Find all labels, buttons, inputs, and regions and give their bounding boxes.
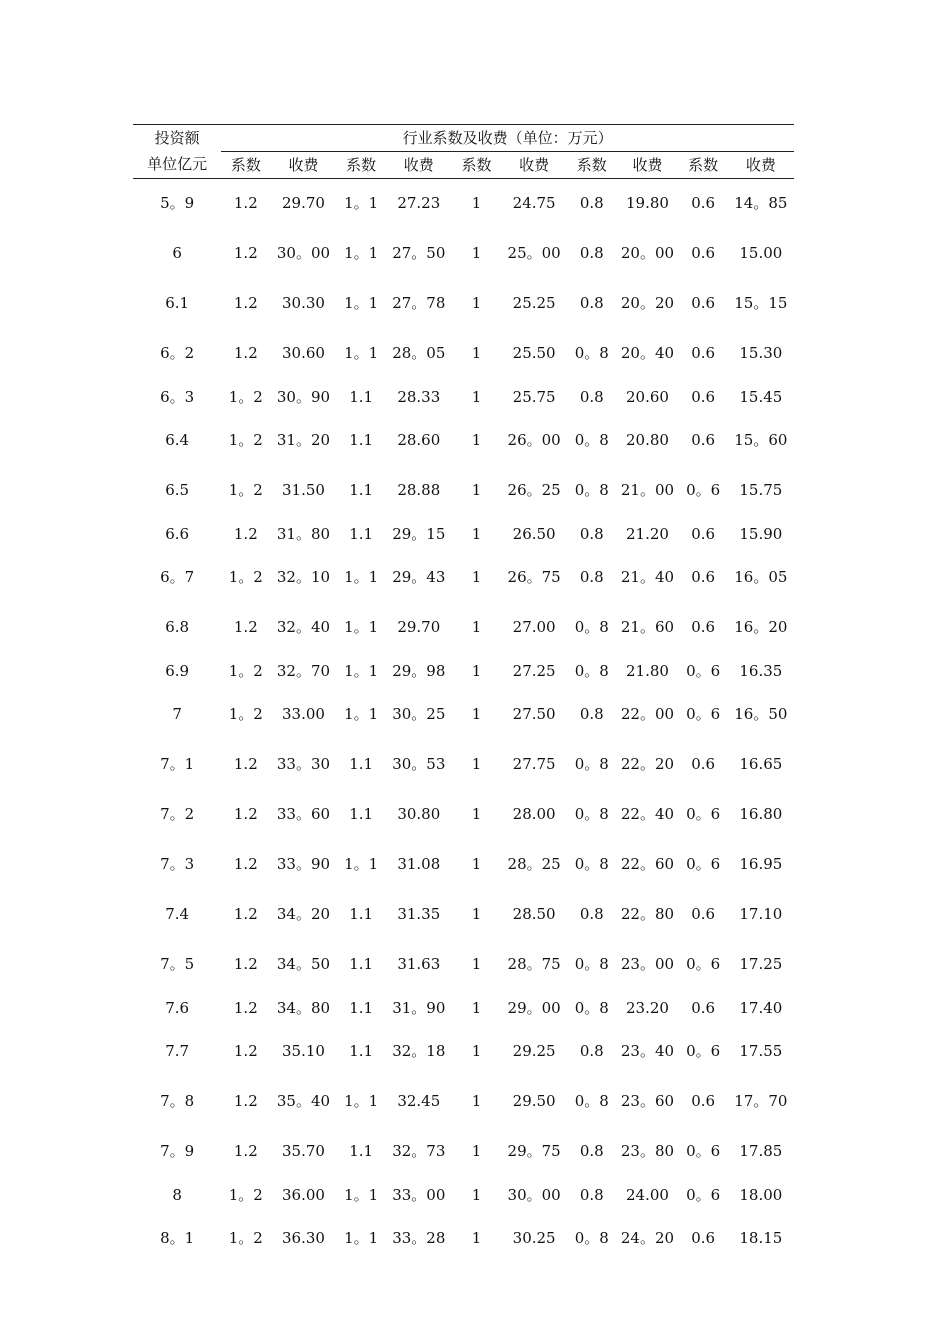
coef-cell: 1。1 (344, 244, 379, 262)
coef-cell: 1。1 (344, 855, 379, 873)
fee-cell: 28。25 (507, 855, 561, 873)
table-body (133, 179, 794, 1264)
coef-cell: 1。1 (344, 618, 379, 636)
coef-cell: 1。1 (344, 1185, 379, 1204)
coef-cell: 1。1 (344, 344, 379, 362)
fee-cell: 33.00 (282, 705, 325, 723)
investment-cell: 7.7 (165, 1042, 190, 1060)
table-row (133, 379, 794, 416)
fee-cell: 27.50 (512, 705, 556, 723)
coef-cell: 0。8 (574, 344, 609, 362)
fee-cell: 24.75 (512, 194, 556, 213)
coef-cell: 1。2 (228, 661, 263, 680)
fee-cell: 30.25 (512, 1229, 556, 1247)
investment-cell: 7 (172, 705, 182, 723)
coef-cell: 0。6 (686, 955, 721, 973)
coef-cell: 1.1 (349, 1042, 374, 1060)
coef-cell: 0.8 (579, 524, 604, 543)
table-row (133, 690, 794, 740)
fee-cell: 31.35 (397, 905, 441, 923)
fee-cell: 20。20 (620, 294, 675, 312)
fee-cell: 29。00 (507, 998, 561, 1017)
subheader-coef: 系数 (576, 155, 607, 174)
coef-cell: 0.8 (579, 1042, 604, 1060)
coef-cell: 0.6 (691, 244, 716, 262)
coef-cell: 0.8 (579, 244, 604, 262)
fee-cell: 33。28 (392, 1229, 446, 1247)
fee-cell: 28.88 (397, 481, 441, 499)
coef-cell: 1.2 (233, 855, 258, 873)
coef-cell: 1。2 (228, 1185, 263, 1204)
fee-cell: 34。50 (276, 955, 331, 973)
investment-cell: 7。9 (160, 1142, 195, 1160)
fee-cell: 31.08 (397, 855, 441, 873)
coef-cell: 0.6 (691, 387, 716, 406)
coef-cell: 1.2 (233, 905, 258, 923)
fee-cell: 21.80 (625, 661, 669, 680)
investment-cell: 7.4 (165, 905, 190, 923)
investment-cell: 6。3 (160, 387, 195, 406)
coef-cell: 1.2 (233, 1142, 258, 1160)
subheader-fee: 收费 (632, 155, 663, 174)
coef-cell: 1。2 (228, 387, 263, 406)
fee-cell: 23。60 (620, 1092, 675, 1110)
subheader-fee: 收费 (403, 155, 434, 174)
coef-cell: 0.8 (579, 1142, 604, 1160)
coef-cell: 1 (471, 705, 482, 723)
fee-cell: 23。00 (620, 955, 675, 973)
fee-cell: 21。40 (620, 568, 675, 586)
coef-cell: 0。6 (686, 1142, 721, 1160)
fee-cell: 18.15 (739, 1229, 783, 1247)
fee-cell: 32。70 (276, 661, 331, 680)
investment-cell: 6.6 (165, 524, 190, 543)
table-row (133, 1077, 794, 1127)
fee-cell: 31。80 (276, 524, 331, 543)
fee-cell: 30。00 (507, 1185, 561, 1204)
table-row (133, 553, 794, 603)
table-row (133, 990, 794, 1027)
fee-cell: 15.00 (739, 244, 783, 262)
coef-cell: 0.6 (691, 618, 716, 636)
coef-cell: 1.2 (233, 1042, 258, 1060)
table-row (133, 940, 794, 990)
coef-cell: 0.6 (691, 344, 716, 362)
fee-cell: 30。00 (276, 244, 331, 262)
fee-cell: 17.55 (739, 1042, 783, 1060)
coef-cell: 1 (471, 194, 482, 213)
coef-cell: 1.1 (349, 805, 374, 823)
coef-cell: 0。6 (686, 705, 721, 723)
fee-cell: 36.30 (282, 1229, 325, 1247)
fee-cell: 32。73 (392, 1142, 446, 1160)
fee-cell: 15.30 (739, 344, 783, 362)
fee-cell: 33。90 (276, 855, 331, 873)
investment-cell: 6.9 (165, 661, 190, 680)
investment-cell: 7。2 (160, 805, 195, 823)
fee-cell: 17.85 (739, 1142, 783, 1160)
fee-cell: 32。10 (276, 568, 331, 586)
fee-cell: 25.25 (512, 294, 556, 312)
investment-cell: 8 (172, 1185, 182, 1204)
fee-cell: 22。80 (620, 905, 675, 923)
table-row (133, 229, 794, 279)
coef-cell: 1。2 (228, 481, 263, 499)
investment-cell: 8。1 (160, 1229, 195, 1247)
coef-cell: 0。8 (574, 661, 609, 680)
fee-cell: 17.10 (739, 905, 783, 923)
coef-cell: 1.2 (233, 998, 258, 1017)
coef-cell: 1 (471, 998, 482, 1017)
fee-cell: 35。40 (276, 1092, 331, 1110)
investment-cell: 7.6 (165, 998, 190, 1017)
fee-cell: 20。40 (620, 344, 675, 362)
fee-cell: 20。00 (620, 244, 675, 262)
coef-cell: 0。6 (686, 805, 721, 823)
subheader-fee: 收费 (519, 155, 550, 174)
coef-cell: 0。8 (574, 755, 609, 773)
fee-cell: 24。20 (620, 1229, 675, 1247)
coef-cell: 0。6 (686, 661, 721, 680)
coef-cell: 0.8 (579, 905, 604, 923)
coef-cell: 0.6 (691, 755, 716, 773)
coef-cell: 1 (471, 244, 482, 262)
coef-cell: 1.1 (349, 431, 374, 449)
coef-cell: 0。6 (686, 1042, 721, 1060)
coef-cell: 1.2 (233, 755, 258, 773)
table-row (133, 179, 794, 229)
fee-cell: 17.25 (739, 955, 783, 973)
fee-cell: 33。00 (392, 1185, 446, 1204)
coef-cell: 1 (471, 855, 482, 873)
coef-cell: 1 (471, 905, 482, 923)
coef-cell: 1.2 (233, 524, 258, 543)
fee-table (133, 124, 794, 1264)
fee-cell: 28.60 (397, 431, 441, 449)
coef-cell: 0。8 (574, 481, 609, 499)
table-row (133, 840, 794, 890)
fee-cell: 27.00 (512, 618, 556, 636)
coef-cell: 1。2 (228, 568, 263, 586)
fee-cell: 15。15 (734, 294, 788, 312)
coef-cell: 1.2 (233, 194, 258, 213)
fee-cell: 28。75 (507, 955, 561, 973)
coef-cell: 1 (471, 568, 482, 586)
subheader-coef: 系数 (688, 155, 719, 174)
coef-cell: 1。1 (344, 661, 379, 680)
investment-header-line1: 投资额 (154, 128, 200, 147)
fee-cell: 30.60 (282, 344, 325, 362)
coef-cell: 1 (471, 618, 482, 636)
subheader-row (133, 152, 794, 179)
coef-cell: 1 (471, 481, 482, 499)
table-row (133, 603, 794, 653)
fee-cell: 26。00 (507, 431, 561, 449)
fee-cell: 23。80 (620, 1142, 675, 1160)
coef-cell: 1 (471, 344, 482, 362)
fee-cell: 27.23 (397, 194, 441, 213)
fee-cell: 27。50 (392, 244, 446, 262)
coef-cell: 1。1 (344, 194, 379, 213)
coef-cell: 1.2 (233, 244, 258, 262)
coef-cell: 1 (471, 1229, 482, 1247)
coef-cell: 0。8 (574, 955, 609, 973)
coef-cell: 0.6 (691, 194, 716, 213)
fee-cell: 33。30 (276, 755, 331, 773)
fee-cell: 34。20 (276, 905, 331, 923)
coef-cell: 1。2 (228, 431, 263, 449)
coef-cell: 1.2 (233, 955, 258, 973)
coef-cell: 0.8 (579, 705, 604, 723)
coef-cell: 0。8 (574, 618, 609, 636)
table-row (133, 329, 794, 379)
coef-cell: 0.8 (579, 1185, 604, 1204)
investment-cell: 7。5 (160, 955, 195, 973)
fee-cell: 22。40 (620, 805, 675, 823)
coef-cell: 0.8 (579, 387, 604, 406)
table-row (133, 790, 794, 840)
fee-cell: 20.60 (625, 387, 669, 406)
table-row (133, 1127, 794, 1177)
coef-cell: 1 (471, 661, 482, 680)
coef-cell: 1。1 (344, 1092, 379, 1110)
fee-cell: 16。20 (734, 618, 788, 636)
coef-cell: 0。8 (574, 1092, 609, 1110)
group-header: 行业系数及收费（单位：万元） (221, 125, 794, 152)
subheader-coef: 系数 (346, 155, 377, 174)
fee-cell: 25.50 (512, 344, 556, 362)
fee-cell: 23。40 (620, 1042, 675, 1060)
coef-cell: 1 (471, 755, 482, 773)
table-row (133, 1214, 794, 1264)
coef-cell: 1.2 (233, 1092, 258, 1110)
fee-cell: 30.80 (397, 805, 441, 823)
coef-cell: 0.8 (579, 294, 604, 312)
coef-cell: 1 (471, 524, 482, 543)
coef-cell: 1。2 (228, 1229, 263, 1247)
coef-cell: 1 (471, 805, 482, 823)
fee-cell: 18.00 (739, 1185, 783, 1204)
fee-cell: 26.50 (512, 524, 556, 543)
coef-cell: 1 (471, 955, 482, 973)
coef-cell: 1 (471, 387, 482, 406)
investment-header-line2: 单位亿元 (147, 155, 208, 174)
investment-cell: 7。8 (160, 1092, 195, 1110)
coef-cell: 1.1 (349, 1142, 374, 1160)
fee-cell: 35.70 (282, 1142, 325, 1160)
coef-cell: 1 (471, 1092, 482, 1110)
table-row (133, 890, 794, 940)
fee-cell: 26。25 (507, 481, 561, 499)
coef-cell: 0。8 (574, 855, 609, 873)
investment-cell: 6.1 (165, 294, 190, 312)
fee-cell: 20.80 (625, 431, 669, 449)
fee-cell: 28.50 (512, 905, 556, 923)
investment-cell: 6。2 (160, 344, 195, 362)
coef-cell: 0。6 (686, 855, 721, 873)
fee-cell: 31.50 (282, 481, 325, 499)
coef-cell: 0。6 (686, 481, 721, 499)
fee-cell: 14。85 (734, 194, 788, 213)
coef-cell: 0。8 (574, 998, 609, 1017)
coef-cell: 0.6 (691, 524, 716, 543)
fee-cell: 16。05 (734, 568, 788, 586)
coef-cell: 0.6 (691, 905, 716, 923)
fee-cell: 32.45 (397, 1092, 441, 1110)
coef-cell: 0.6 (691, 431, 716, 449)
fee-cell: 22。60 (620, 855, 675, 873)
fee-cell: 21。60 (620, 618, 675, 636)
fee-cell: 15.90 (739, 524, 783, 543)
coef-cell: 0。8 (574, 431, 609, 449)
coef-cell: 1.1 (349, 955, 374, 973)
fee-cell: 35.10 (282, 1042, 325, 1060)
coef-cell: 1。2 (228, 705, 263, 723)
table-row (133, 279, 794, 329)
fee-cell: 19.80 (625, 194, 669, 213)
investment-cell: 7。3 (160, 855, 195, 873)
fee-cell: 22。20 (620, 755, 675, 773)
fee-cell: 24.00 (625, 1185, 669, 1204)
fee-cell: 33。60 (276, 805, 331, 823)
coef-cell: 1.1 (349, 755, 374, 773)
fee-cell: 26。75 (507, 568, 561, 586)
coef-cell: 0.8 (579, 568, 604, 586)
coef-cell: 1.1 (349, 524, 374, 543)
investment-cell: 7。1 (160, 755, 195, 773)
investment-cell: 6.8 (165, 618, 190, 636)
fee-cell: 16。50 (734, 705, 788, 723)
fee-cell: 15.45 (739, 387, 783, 406)
subheader-fee: 收费 (745, 155, 776, 174)
fee-cell: 29。75 (507, 1142, 561, 1160)
fee-cell: 27。78 (392, 294, 446, 312)
fee-cell: 29。43 (392, 568, 446, 586)
fee-cell: 27.25 (512, 661, 556, 680)
investment-cell: 5。9 (160, 194, 195, 213)
coef-cell: 0.6 (691, 294, 716, 312)
fee-cell: 29。98 (392, 661, 446, 680)
fee-cell: 30。90 (276, 387, 331, 406)
fee-cell: 30。53 (392, 755, 446, 773)
fee-cell: 25。00 (507, 244, 561, 262)
coef-cell: 1 (471, 1042, 482, 1060)
fee-cell: 29.70 (397, 618, 441, 636)
coef-cell: 0.8 (579, 194, 604, 213)
coef-cell: 0。6 (686, 1185, 721, 1204)
coef-cell: 0.6 (691, 568, 716, 586)
table-row (133, 416, 794, 466)
coef-cell: 1 (471, 431, 482, 449)
fee-cell: 32。18 (392, 1042, 446, 1060)
coef-cell: 1。1 (344, 568, 379, 586)
fee-cell: 28。05 (392, 344, 446, 362)
coef-cell: 1.2 (233, 618, 258, 636)
fee-cell: 29.50 (512, 1092, 556, 1110)
table-row (133, 516, 794, 553)
coef-cell: 0.6 (691, 1092, 716, 1110)
investment-cell: 6.5 (165, 481, 190, 499)
fee-cell: 16.95 (739, 855, 783, 873)
fee-cell: 27.75 (512, 755, 556, 773)
table-row (133, 1177, 794, 1214)
fee-cell: 15。60 (734, 431, 788, 449)
table-row (133, 466, 794, 516)
coef-cell: 1.2 (233, 294, 258, 312)
fee-cell: 31.63 (397, 955, 441, 973)
table-row (133, 653, 794, 690)
coef-cell: 1.1 (349, 481, 374, 499)
coef-cell: 0.6 (691, 1229, 716, 1247)
subheader-fee: 收费 (288, 155, 319, 174)
fee-cell: 15.75 (739, 481, 783, 499)
table-row (133, 740, 794, 790)
fee-cell: 21。00 (620, 481, 675, 499)
coef-cell: 0。8 (574, 1229, 609, 1247)
coef-cell: 1.1 (349, 998, 374, 1017)
fee-cell: 17.40 (739, 998, 783, 1017)
fee-cell: 30.30 (282, 294, 325, 312)
investment-cell: 6 (172, 244, 182, 262)
fee-cell: 23.20 (625, 998, 669, 1017)
fee-cell: 21.20 (625, 524, 669, 543)
coef-cell: 1。1 (344, 294, 379, 312)
coef-cell: 1。1 (344, 1229, 379, 1247)
coef-cell: 1 (471, 294, 482, 312)
fee-cell: 31。20 (276, 431, 331, 449)
fee-cell: 36.00 (282, 1185, 325, 1204)
coef-cell: 0。8 (574, 805, 609, 823)
coef-cell: 1.1 (349, 905, 374, 923)
fee-cell: 16.35 (739, 661, 783, 680)
fee-cell: 25.75 (512, 387, 556, 406)
coef-cell: 1。1 (344, 705, 379, 723)
fee-cell: 34。80 (276, 998, 331, 1017)
coef-cell: 1 (471, 1142, 482, 1160)
fee-cell: 29.25 (512, 1042, 556, 1060)
fee-cell: 16.80 (739, 805, 783, 823)
coef-cell: 1.2 (233, 805, 258, 823)
fee-cell: 28.33 (397, 387, 441, 406)
table-row (133, 1027, 794, 1077)
coef-cell: 1 (471, 1185, 482, 1204)
investment-cell: 6.4 (165, 431, 190, 449)
fee-cell: 16.65 (739, 755, 783, 773)
investment-cell: 6。7 (160, 568, 195, 586)
fee-cell: 22。00 (620, 705, 675, 723)
subheader-coef: 系数 (461, 155, 492, 174)
fee-cell: 17。70 (734, 1092, 788, 1110)
coef-cell: 1.2 (233, 344, 258, 362)
fee-cell: 29。15 (392, 524, 446, 543)
fee-cell: 32。40 (276, 618, 331, 636)
fee-cell: 31。90 (392, 998, 446, 1017)
subheader-coef: 系数 (230, 155, 261, 174)
fee-cell: 29.70 (282, 194, 325, 213)
coef-cell: 1.1 (349, 387, 374, 406)
fee-cell: 30。25 (392, 705, 446, 723)
coef-cell: 0.6 (691, 998, 716, 1017)
fee-cell: 28.00 (512, 805, 556, 823)
